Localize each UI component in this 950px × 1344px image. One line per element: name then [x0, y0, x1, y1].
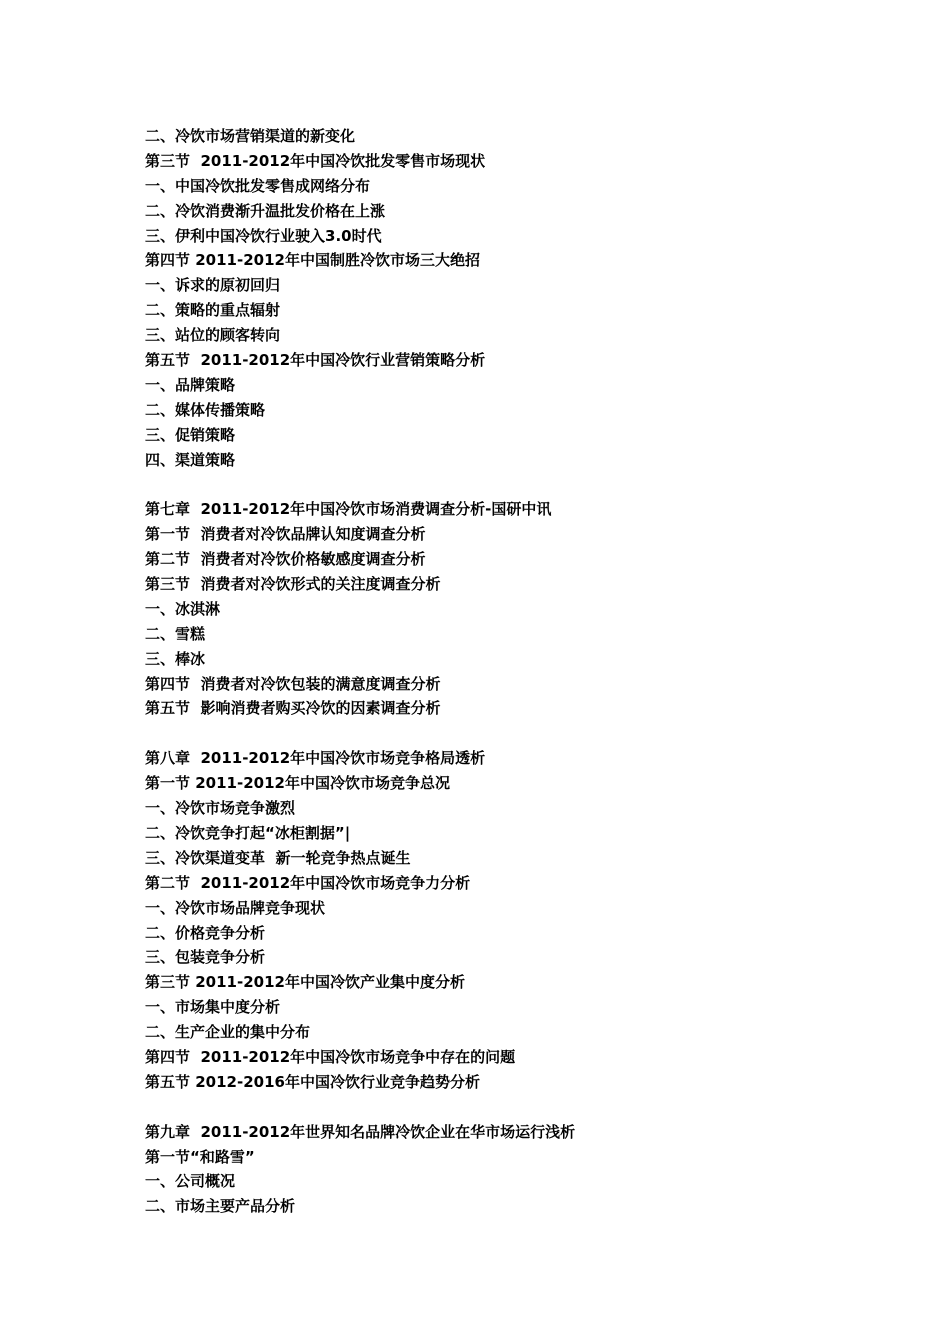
toc-line: 三、包装竞争分析	[145, 948, 266, 967]
blank-line	[145, 472, 845, 497]
toc-line: 二、生产企业的集中分布	[145, 1023, 311, 1042]
toc-line: 二、价格竞争分析	[145, 923, 266, 942]
toc-line: 二、冷饮竞争打起“冰柜割据”|	[145, 823, 351, 842]
toc-line: 三、站位的顾客转向	[145, 326, 281, 345]
toc-line: 三、棒冰	[145, 649, 206, 668]
toc-line: 一、公司概况	[145, 1172, 236, 1191]
section-heading: 第二节 2011-2012年中国冷饮市场竞争力分析	[145, 873, 471, 892]
toc-line: 一、冷饮市场竞争激烈	[145, 799, 296, 818]
toc-line: 二、冷饮市场营销渠道的新变化	[145, 127, 356, 145]
toc-line: 一、中国冷饮批发零售成网络分布	[145, 176, 371, 195]
section-heading: 第五节 2011-2012年中国冷饮行业营销策略分析	[145, 351, 486, 370]
toc-line: 一、诉求的原初回归	[145, 276, 281, 295]
toc-line: 二、媒体传播策略	[145, 400, 266, 419]
chapter-heading: 第八章 2011-2012年中国冷饮市场竞争格局透析	[145, 749, 486, 768]
section-heading: 第一节 2011-2012年中国冷饮市场竞争总况	[145, 774, 450, 793]
toc-line: 三、冷饮渠道变革 新一轮竞争热点诞生	[145, 848, 411, 867]
section-heading: 第五节 影响消费者购买冷饮的因素调查分析	[145, 699, 441, 718]
toc-line: 三、促销策略	[145, 425, 236, 444]
toc-line: 二、冷饮消费渐升温批发价格在上涨	[145, 201, 386, 220]
toc-line: 一、品牌策略	[145, 375, 236, 394]
section-heading: 第四节 消费者对冷饮包装的满意度调查分析	[145, 674, 441, 693]
section-heading: 第三节 2011-2012年中国冷饮批发零售市场现状	[145, 151, 486, 170]
toc-line: 一、冷饮市场品牌竞争现状	[145, 898, 326, 917]
toc-line: 三、伊利中国冷饮行业驶入3.0时代	[145, 226, 382, 245]
section-heading: 第四节 2011-2012年中国制胜冷饮市场三大绝招	[145, 251, 480, 270]
toc-line: 二、策略的重点辐射	[145, 301, 281, 320]
blank-line	[145, 1095, 845, 1120]
section-heading: 第五节 2012-2016年中国冷饮行业竞争趋势分析	[145, 1072, 480, 1091]
section-heading: 第三节 消费者对冷饮形式的关注度调查分析	[145, 575, 441, 594]
section-heading: 第四节 2011-2012年中国冷饮市场竞争中存在的问题	[145, 1047, 516, 1066]
toc-line: 二、市场主要产品分析	[145, 1197, 296, 1216]
toc-line: 二、雪糕	[145, 624, 206, 643]
chapter-heading: 第七章 2011-2012年中国冷饮市场消费调查分析-国研中讯	[145, 500, 552, 519]
chapter-heading: 第九章 2011-2012年世界知名品牌冷饮企业在华市场运行浅析	[145, 1122, 576, 1141]
table-of-contents	[145, 124, 845, 1219]
section-heading: 第一节 消费者对冷饮品牌认知度调查分析	[145, 525, 426, 544]
section-heading: 第二节 消费者对冷饮价格敏感度调查分析	[145, 550, 426, 569]
toc-line: 一、冰淇淋	[145, 599, 221, 618]
section-heading: 第一节“和路雪”	[145, 1147, 255, 1166]
blank-line	[145, 721, 845, 746]
toc-line: 四、渠道策略	[145, 450, 236, 469]
section-heading: 第三节 2011-2012年中国冷饮产业集中度分析	[145, 973, 465, 992]
toc-line: 一、市场集中度分析	[145, 998, 281, 1017]
